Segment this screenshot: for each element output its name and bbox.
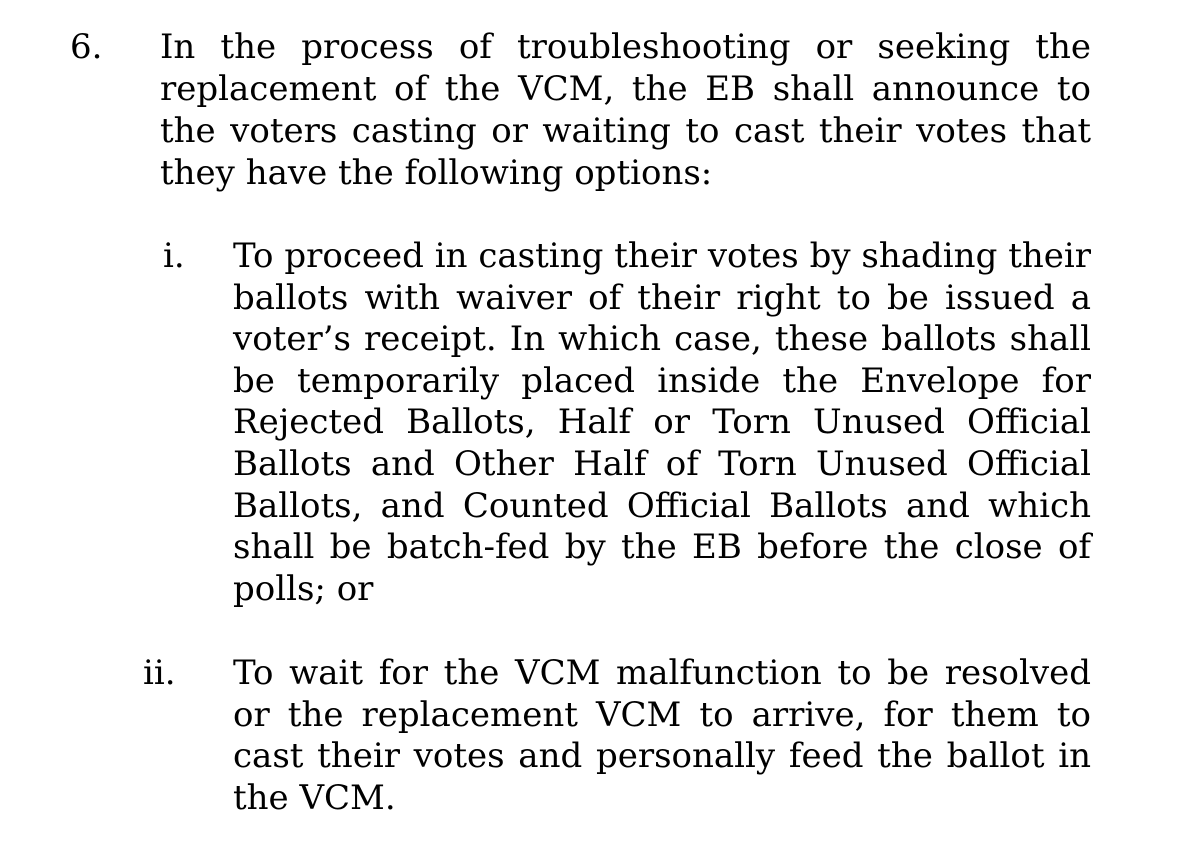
option-i-numeral: i. (163, 236, 185, 276)
option-i-text: To proceed in casting their votes by shading their ballots with waiver of their right to be issued a voter’s receipt. In which case, these ballots shall be temporarily placed inside the Envelope for Rejected Ballots, Half or Torn Unused Official Ballots and Other Half of Torn Unused Official Ballots, and Counted Official Ballots and which shall be batch-fed by the EB before the close of polls; or (233, 236, 1091, 609)
option-ii-text: To wait for the VCM malfunction to be resolved or the replacement VCM to arrive, for them to cast their votes and personally feed the ballot in the VCM. (233, 653, 1091, 818)
paragraph-number: 6. (70, 27, 103, 67)
option-ii-numeral: ii. (143, 653, 176, 693)
paragraph-text: In the process of troubleshooting or seeking the replacement of the VCM, the EB shall announce to the voters casting or waiting to cast their votes that they have the following options: (160, 27, 1091, 193)
